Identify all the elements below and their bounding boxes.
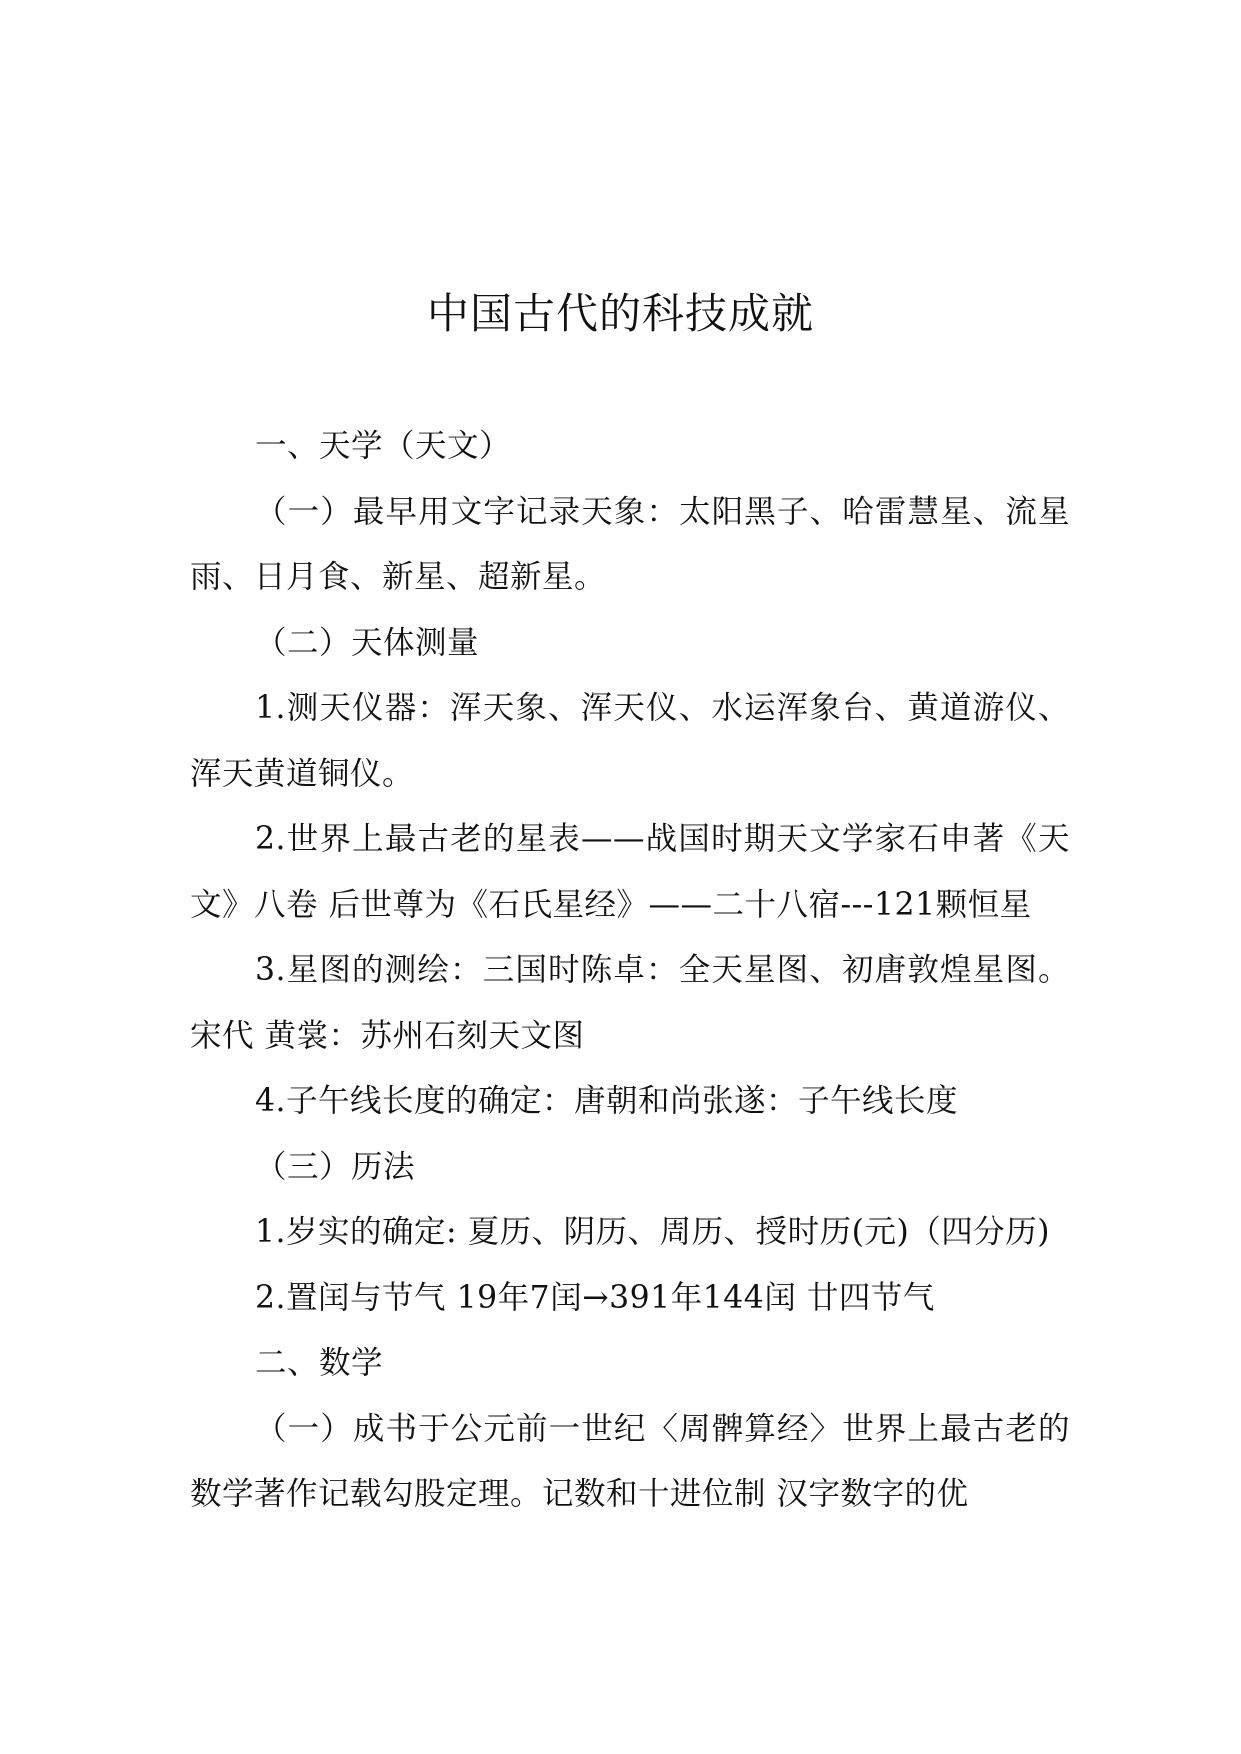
paragraph-meridian: 4.子午线长度的确定：唐朝和尚张遂：子午线长度 — [255, 1083, 959, 1119]
page-title: 中国古代的科技成就 — [426, 289, 814, 338]
section-heading-astronomy: 一、天学（天文） — [255, 428, 512, 464]
paragraph-star-catalog: 2.世界上最古老的星表——战国时期天文学家石申著《天文》八卷 后世尊为《石氏星经》——二十八宿---121颗恒星 — [190, 821, 1070, 923]
section-heading-mathematics: 二、数学 — [255, 1345, 384, 1381]
paragraph-leap-months: 2.置闰与节气 19年7闰→391年144闰 廿四节气 — [255, 1279, 935, 1316]
subheading-celestial-measurement: （二）天体测量 — [255, 624, 480, 661]
document-body — [190, 414, 1070, 1528]
paragraph-tropical-year: 1.岁实的确定: 夏历、阴历、周历、授时历(元)（四分历) — [255, 1214, 1051, 1250]
paragraph-instruments: 1.测天仪器：浑天象、浑天仪、水运浑象台、黄道游仪、浑天黄道铜仪。 — [190, 690, 1070, 792]
paragraph-zhoubi-suanjing: （一）成书于公元前一世纪〈周髀算经〉世界上最古老的数学著作记载勾股定理。记数和十进位制 汉字数字的优 — [190, 1410, 1070, 1512]
subheading-calendar: （三）历法 — [255, 1148, 416, 1185]
paragraph-astronomical-records: （一）最早用文字记录天象：太阳黑子、哈雷慧星、流星雨、日月食、新星、超新星。 — [190, 493, 1070, 595]
paragraph-star-maps: 3.星图的测绘：三国时陈卓：全天星图、初唐敦煌星图。宋代 黄裳：苏州石刻天文图 — [190, 952, 1070, 1054]
